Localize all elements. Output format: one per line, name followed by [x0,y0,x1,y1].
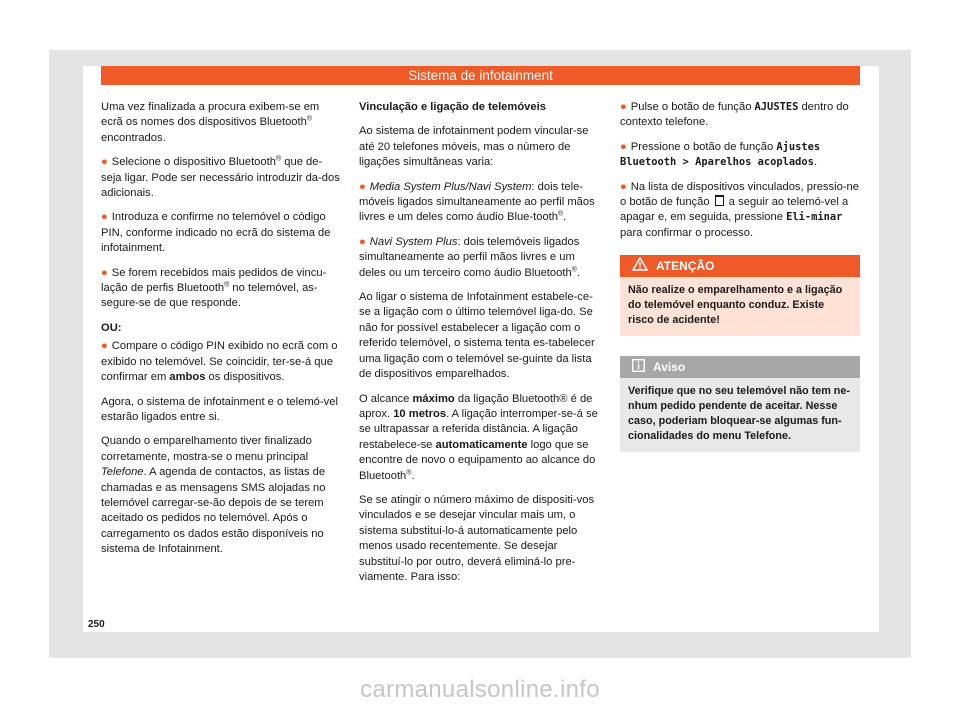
section-header: Sistema de infotainment [101,66,860,85]
paragraph-connected: Agora, o sistema de infotainment e o telemó-vel estarão ligados entre si. [101,395,338,423]
column-middle [359,100,601,594]
bullet-delete-device: ● Na lista de dispositivos vinculados, pressio-ne o botão de função a seguir ao telemó-vel a apagar e, em seguida, pressione Eli-minar para confirmar o processo. [620,180,859,239]
warning-text: Não realize o emparelhamento e a ligação do telemóvel enquanto conduz. Existe risco de acidente! [628,284,843,327]
note-text: Verifique que no seu telemóvel não tem ne-nhum pedido pendente de aceitar. Nesse caso, poderiam bloquear-se algumas fun-cionalidades do menu Telefone. [628,385,850,443]
paragraph-phones-limit: Ao sistema de infotainment podem vincular-se até 20 telefones móveis, mas o número de ligações simultâneas varia: [359,125,589,169]
or-label: OU: [101,321,122,334]
note-box [620,356,860,452]
paragraph-pairing-done: Quando o emparelhamento tiver finalizado corretamente, mostra-se o menu principal Telefone. A agenda de contactos, as listas de chamadas e as mensagens SMS alojadas no telemóvel carregar-se-ão depois de se terem aceitado os pedidos no telemóvel. Após o carregamento os dados estão disponíveis no sistema de Infotainment. [101,435,326,556]
bullet-icon: ● [620,140,627,153]
warning-header: ATENÇÃO [620,255,860,277]
bullet-icon: ● [359,180,366,193]
trash-icon [715,195,724,206]
page-number: 250 [88,619,105,630]
note-header: Aviso [620,356,860,378]
bullet-icon: ● [101,266,108,279]
bullet-icon: ● [359,235,366,248]
bullet-settings: ● Pulse o botão de função AJUSTES dentro do contexto telefone. [620,101,849,129]
warning-triangle-icon [632,256,648,278]
section-heading: Vinculação e ligação de telemóveis [359,101,546,113]
bullet-icon: ● [101,340,108,353]
bullet-media-system: ● Media System Plus/Navi System: dois tele-móveis ligados simultaneamente ao perfil mãos livres e um deles como áudio Blue-tooth®. [359,180,595,224]
watermark: carmanualsonline.info [360,676,600,703]
bullet-icon: ● [101,156,108,169]
bullet-icon: ● [620,101,627,113]
column-right [620,100,860,452]
bullet-enter-pin: ● Introduza e confirme no telemóvel o código PIN, conforme indicado no ecrã do sistema de infotainment. [101,211,331,255]
column-left [101,100,341,567]
warning-box [620,255,860,336]
bullet-navi-system-plus: ● Navi System Plus: dois telemóveis ligados simultaneamente ao perfil mãos livres e um deles ou um terceiro como áudio Bluetooth®. [359,235,580,279]
bullet-icon: ● [101,211,108,224]
paragraph-intro: Uma vez finalizada a procura exibem-se em ecrã os nomes dos dispositivos Bluetooth® encontrados. [101,101,320,144]
bullet-bluetooth-settings: ● Pressione o botão de função Ajustes Bluetooth > Aparelhos acoplados. [620,140,821,169]
bullet-compare-pin: ● Compare o código PIN exibido no ecrã com o exibido no telemóvel. Se coincidir, ter-se-á que confirmar em ambos os dispositivos. [101,340,338,384]
bullet-profile-requests: ● Se forem recebidos mais pedidos de vincu-lação de perfis Bluetooth® no telemóvel, as-segure-se de que responde. [101,266,327,310]
bullet-select-device: ● Selecione o dispositivo Bluetooth® que de-seja ligar. Pode ser necessário introduzir da-dos adicionais. [101,155,340,200]
paragraph-auto-connect: Ao ligar o sistema de Infotainment estabele-ce-se a ligação com o último telemóvel liga-do. Se não for possível estabelecer a ligação com o referido telemóvel, o sistema tenta es-tabelecer uma ligação com o telemóvel se-guinte da lista de dispositivos emparelhados. [359,291,595,381]
paragraph-range: O alcance máximo da ligação Bluetooth® é de aprox. 10 metros. A ligação interromper-se-á se se ultrapassar a referida distância. A ligação restabelece-se automaticamente logo que se encontre de novo o equipamento ao alcance do Bluetooth®. [359,392,598,482]
paragraph-max-devices: Se se atingir o número máximo de dispositi-vos vinculados e se desejar vincular mais um, o sistema substitui-lo-á automaticamente pelo menos usado recentemente. Se desejar substituí-lo por outro, deverá eliminá-lo pre-viamente. Para isso: [359,493,595,583]
bullet-icon: ● [620,180,627,193]
info-icon [632,357,645,379]
